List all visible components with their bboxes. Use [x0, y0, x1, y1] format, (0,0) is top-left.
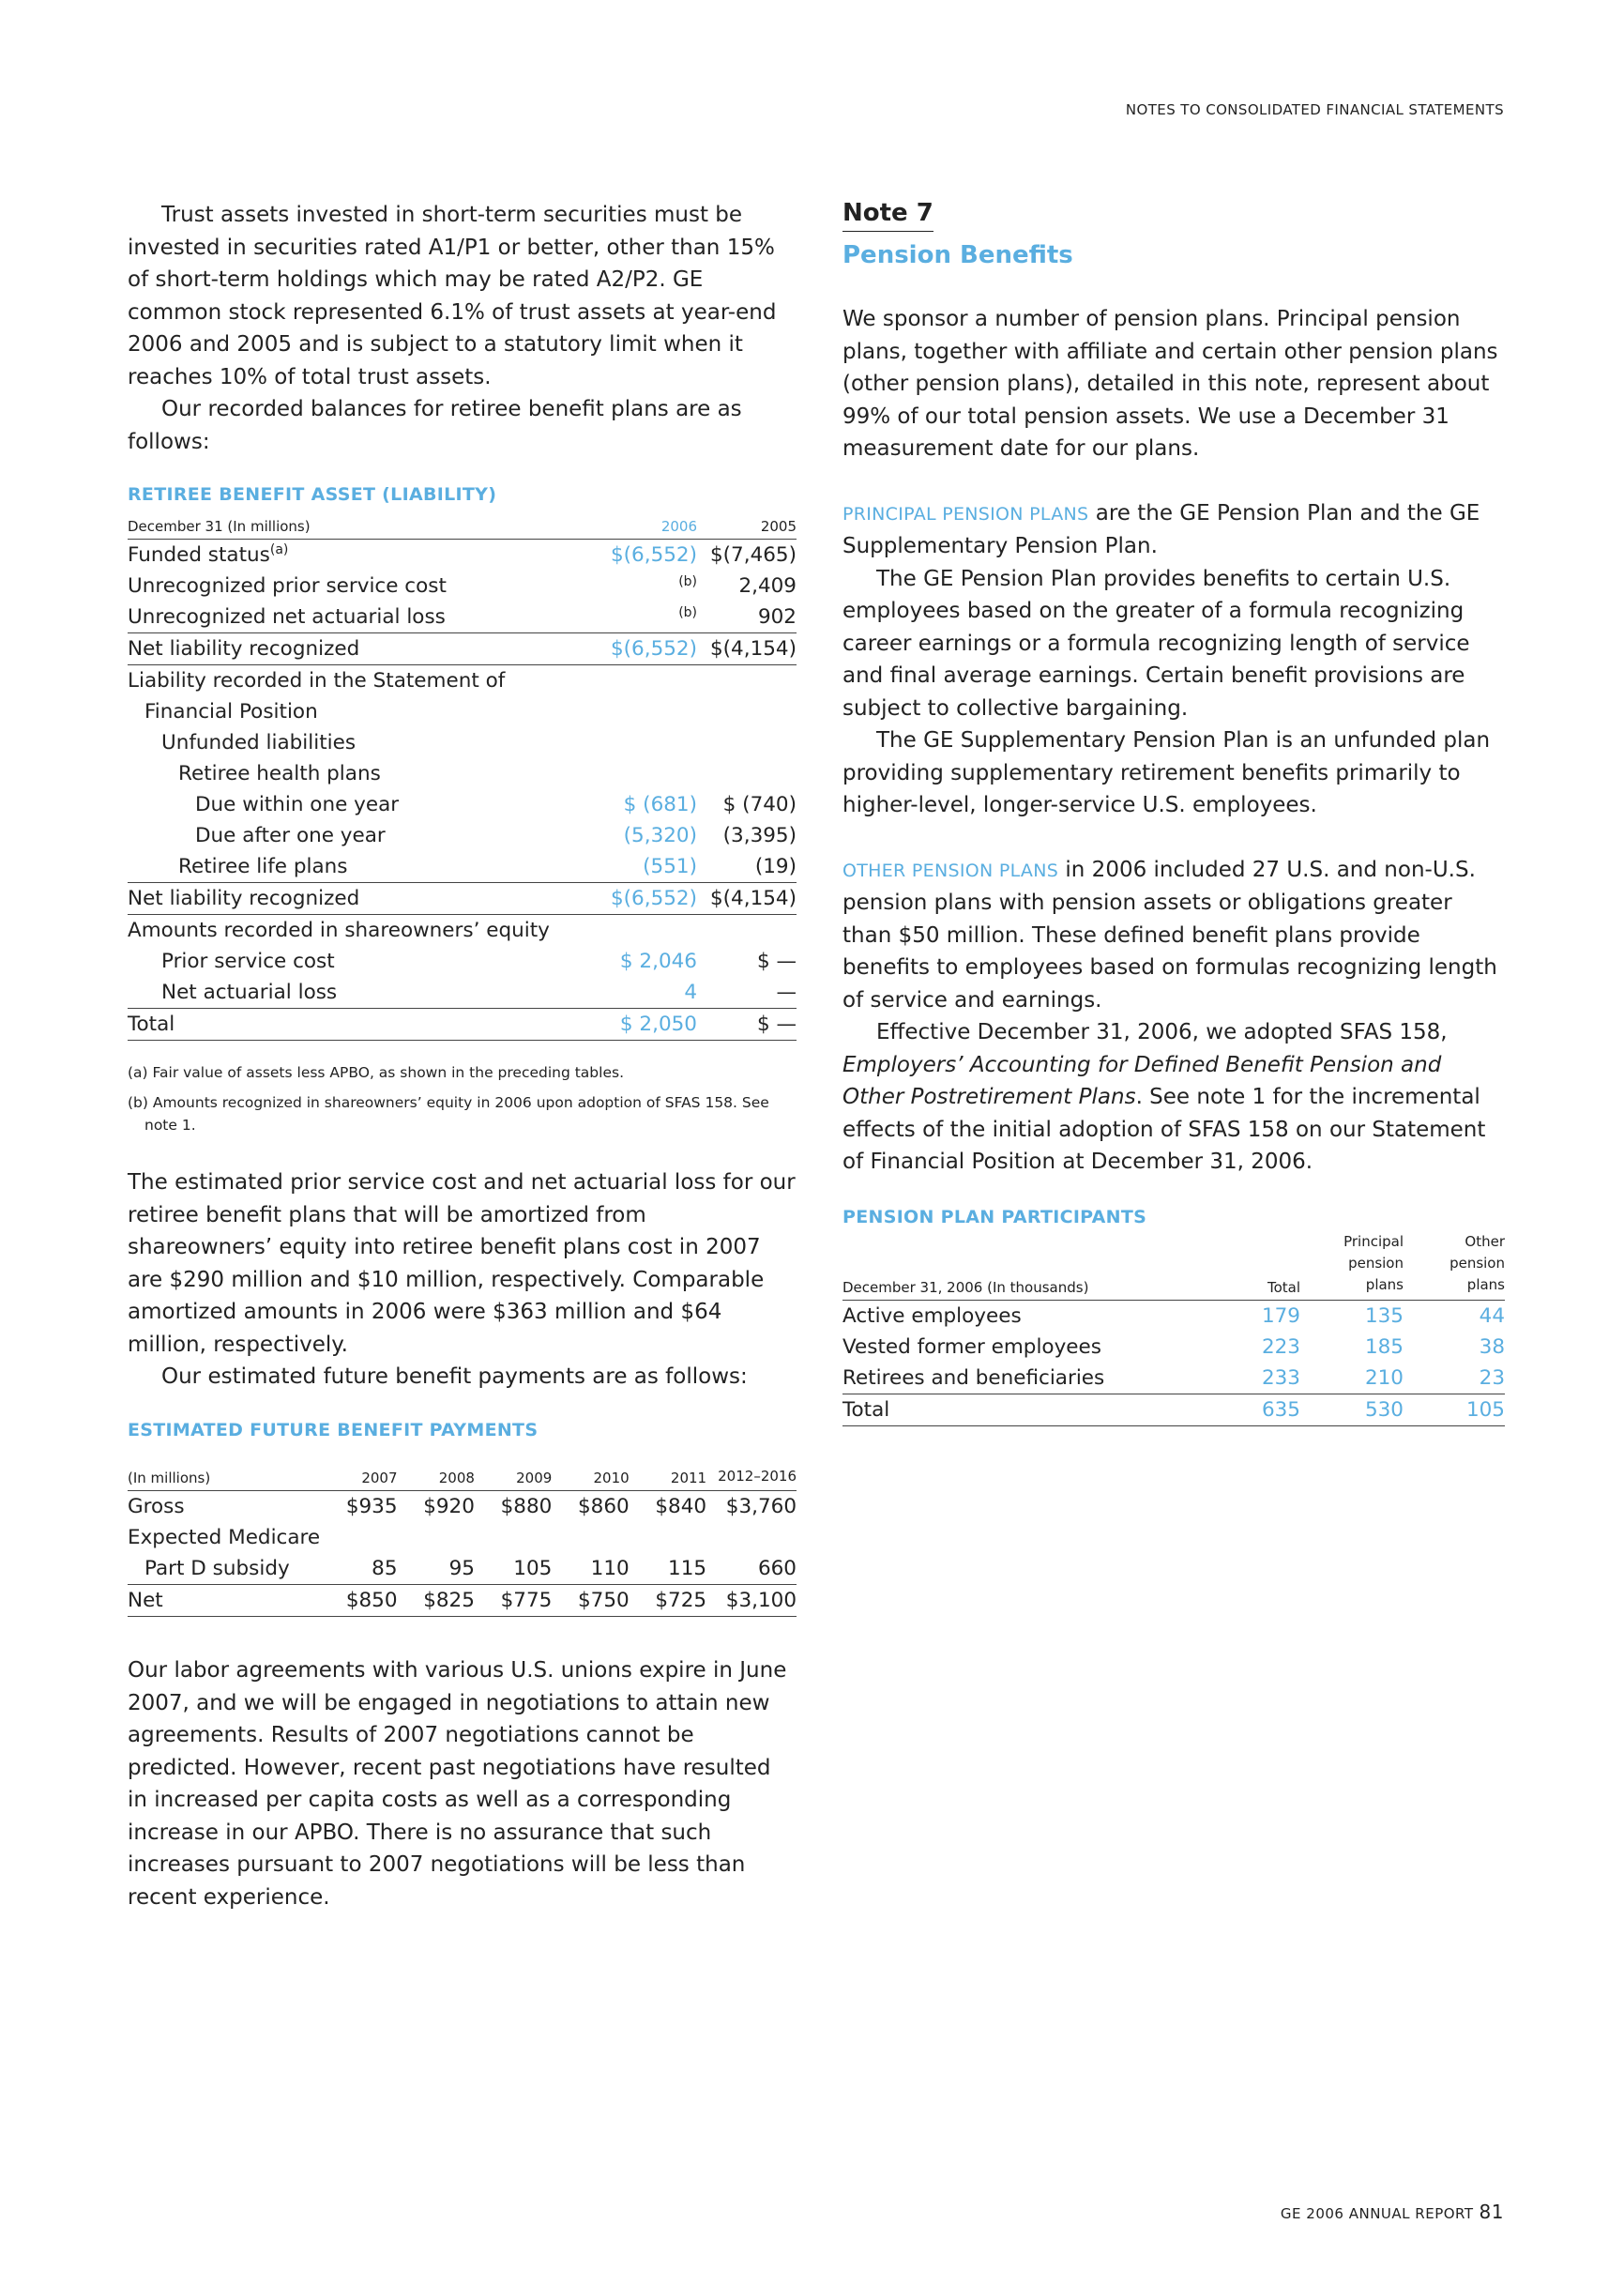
participants-table: December 31, 2006 (In thousands) Total Principal pension plans Other pension plans Active employees 179 135 44 Vested former employees 223 185 38 Retirees and beneficiaries 233 210 23 Total 635 530 105	[842, 1231, 1505, 1426]
table-row: Net liability recognized $(6,552) $(4,154)	[128, 633, 797, 665]
table-row: Net $850 $825 $775 $750 $725 $3,100	[128, 1585, 797, 1617]
amortization-paragraph: The estimated prior service cost and net actuarial loss for our retiree benefit plans that will be amortized from shareowners’ equity into retiree benefit plans cost in 2007 are $290 million and $10 million, respectively. Comparable amortized amounts in 2006 were $363 million and $64 million, respectively.	[128, 1170, 796, 1357]
future-payments-table: (In millions) 2007 2008 2009 2010 2011 2012–2016 Gross $935 $920 $880 $860 $840 $3,760 Expected Medicare Part D subsidy 85 95 105 110 115 660 Net $850 $825 $775 $750 $725 $3,100	[128, 1444, 797, 1618]
table-row: Total $ 2,050 $ —	[128, 1009, 797, 1041]
table-row: Expected Medicare	[128, 1526, 321, 1549]
table-row: Unfunded liabilities	[161, 731, 357, 754]
table-header-label: December 31 (In millions)	[128, 509, 595, 540]
other-plans-paragraph: OTHER PENSION PLANS in 2006 included 27 U.S. and non-U.S. pension plans with pension assets or obligations greater than $50 million. These defined benefit plans provide benefits to employees based on formulas recognizing length of service and earnings.	[842, 857, 1497, 1013]
table-row: Funded status$^{(a)}$ $(6,552) $(7,465)	[128, 542, 797, 567]
note-label: Note 7	[842, 199, 933, 232]
right-column	[842, 199, 1505, 1426]
retiree-benefit-table-title: RETIREE BENEFIT ASSET (LIABILITY)	[128, 484, 497, 505]
future-payments-table-title: ESTIMATED FUTURE BENEFIT PAYMENTS	[128, 1419, 539, 1440]
table-row: Amounts recorded in shareowners’ equity	[128, 919, 550, 942]
future-payments-intro: Our estimated future benefit payments are as follows:	[161, 1364, 748, 1389]
table-row: Liability recorded in the Statement of	[128, 669, 506, 693]
pension-intro-paragraph: We sponsor a number of pension plans. Principal pension plans, together with affiliate and certain other pension plans (other pension plans), detailed in this note, represent about 99% of our total pension assets. We use a December 31 measurement date for our plans.	[842, 307, 1498, 461]
table-header-2005: 2005	[703, 509, 797, 540]
table-row: Retiree health plans	[178, 762, 381, 785]
table-row: Vested former employees 223 185 38	[842, 1334, 1505, 1359]
table-row: Total 635 530 105	[842, 1394, 1505, 1425]
footnote-b: (b) Amounts recognized in shareowners’ equity in 2006 upon adoption of SFAS 158. See note 1.	[128, 1094, 769, 1134]
table-row: Part D subsidy 85 95 105 110 115 660	[128, 1553, 797, 1585]
table-header-label: (In millions)	[128, 1444, 320, 1491]
running-header: NOTES TO CONSOLIDATED FINANCIAL STATEMENTS	[1125, 101, 1504, 118]
table-row: Unrecognized net actuarial loss $^{(b)}$ 902	[128, 602, 797, 633]
table-row: Prior service cost $ 2,046 $ —	[161, 950, 797, 973]
page-footer	[1281, 2201, 1504, 2223]
principal-plans-paragraph: PRINCIPAL PENSION PLANS are the GE Pension Plan and the GE Supplementary Pension Plan.	[842, 500, 1480, 558]
table-row: Retirees and beneficiaries 233 210 23	[842, 1363, 1505, 1394]
retiree-benefit-table	[128, 509, 797, 1041]
table-row: Due after one year (5,320) (3,395)	[195, 824, 797, 847]
left-column	[128, 199, 797, 1913]
recorded-balances-paragraph: Our recorded balances for retiree benefit plans are as follows:	[128, 397, 742, 454]
table-row: Net actuarial loss 4 —	[128, 977, 797, 1009]
table-row: Gross $935 $920 $880 $860 $840 $3,760	[128, 1495, 797, 1518]
table-row: Net liability recognized $(6,552) $(4,154)	[128, 883, 797, 915]
footnote-a: (a) Fair value of assets less APBO, as shown in the preceding tables.	[128, 1064, 624, 1081]
table-row: Financial Position	[144, 700, 318, 724]
page-number: 81	[1479, 2201, 1504, 2223]
note-title: Pension Benefits	[842, 241, 1073, 269]
table-row: Unrecognized prior service cost $^{(b)}$ 2,409	[128, 574, 797, 598]
table-header-2006: 2006	[595, 509, 703, 540]
table-row: Retiree life plans (551) (19)	[128, 851, 797, 883]
participants-table-title: PENSION PLAN PARTICIPANTS	[842, 1206, 1147, 1227]
ge-pension-plan-paragraph: The GE Pension Plan provides benefits to certain U.S. employees based on the greater of a formula recognizing career earnings or a formula recognizing length of service and final average earnings. Certain benefit provisions are subject to collective bargaining.	[842, 566, 1470, 721]
report-name: GE 2006 ANNUAL REPORT	[1280, 2205, 1474, 2222]
trust-assets-paragraph: Trust assets invested in short-term securities must be invested in securities rated A1/P1 or better, other than 15% of short-term holdings which may be rated A2/P2. GE common stock represented 6.1% of trust assets at year-end 2006 and 2005 and is subject to a statutory limit when it reaches 10% of total trust assets.	[128, 203, 777, 389]
labor-agreements-paragraph: Our labor agreements with various U.S. unions expire in June 2007, and we will be engaged in negotiations to attain new agreements. Results of 2007 negotiations cannot be predicted. However, recent past negotiations have resulted in increased per capita costs as well as a corresponding increase in our APBO. There is no assurance that such increases pursuant to 2007 negotiations will be less than recent experience.	[128, 1658, 787, 1910]
table-row: Due within one year $ (681) $ (740)	[195, 793, 797, 816]
sfas-paragraph: Effective December 31, 2006, we adopted SFAS 158, Employers’ Accounting for Defined Benefit Pension and Other Postretirement Plans. See note 1 for the incremental effects of the initial adoption of SFAS 158 on our Statement of Financial Position at December 31, 2006.	[842, 1020, 1486, 1174]
supplementary-plan-paragraph: The GE Supplementary Pension Plan is an unfunded plan providing supplementary retirement benefits primarily to higher-level, longer-service U.S. employees.	[842, 728, 1491, 817]
table-row: Active employees 179 135 44	[842, 1303, 1505, 1328]
